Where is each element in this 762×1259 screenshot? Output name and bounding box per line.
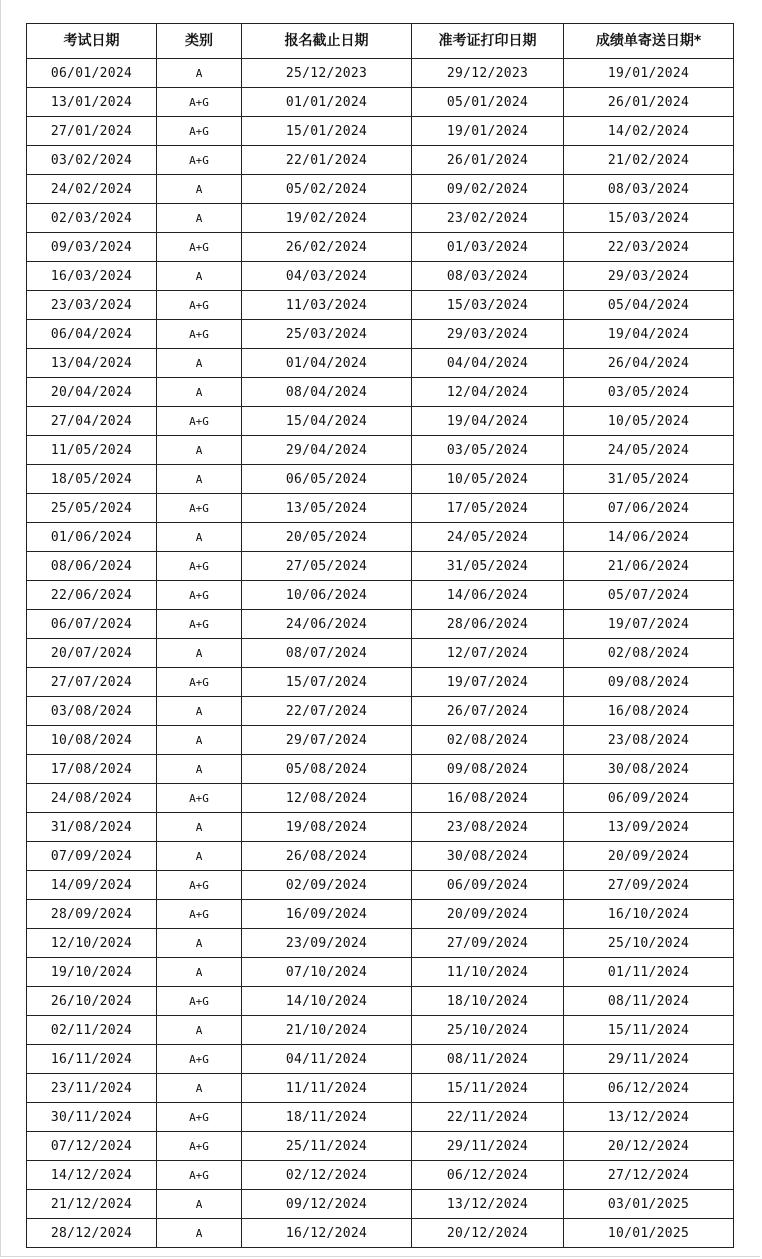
score-mail-date-cell: 15/03/2024 bbox=[564, 204, 734, 233]
table-row bbox=[27, 1132, 734, 1161]
exam-date-cell: 21/12/2024 bbox=[27, 1190, 157, 1219]
table-row bbox=[27, 88, 734, 117]
table-row bbox=[27, 175, 734, 204]
table-row bbox=[27, 784, 734, 813]
table-row bbox=[27, 958, 734, 987]
exam-schedule-table bbox=[26, 23, 734, 1248]
registration-deadline-cell: 29/07/2024 bbox=[242, 726, 412, 755]
exam-date-cell: 12/10/2024 bbox=[27, 929, 157, 958]
table-row bbox=[27, 407, 734, 436]
ticket-print-date-cell: 29/12/2023 bbox=[412, 59, 564, 88]
exam-date-cell: 06/04/2024 bbox=[27, 320, 157, 349]
exam-date-cell: 14/09/2024 bbox=[27, 871, 157, 900]
exam-date-cell: 23/03/2024 bbox=[27, 291, 157, 320]
exam-date-cell: 24/08/2024 bbox=[27, 784, 157, 813]
category-cell: A+G bbox=[157, 1103, 242, 1132]
score-mail-date-cell: 08/11/2024 bbox=[564, 987, 734, 1016]
table-row bbox=[27, 842, 734, 871]
ticket-print-date-cell: 10/05/2024 bbox=[412, 465, 564, 494]
exam-date-cell: 27/04/2024 bbox=[27, 407, 157, 436]
exam-date-cell: 06/07/2024 bbox=[27, 610, 157, 639]
ticket-print-date-cell: 16/08/2024 bbox=[412, 784, 564, 813]
ticket-print-date-cell: 08/11/2024 bbox=[412, 1045, 564, 1074]
registration-deadline-cell: 15/01/2024 bbox=[242, 117, 412, 146]
registration-deadline-cell: 25/11/2024 bbox=[242, 1132, 412, 1161]
exam-date-cell: 31/08/2024 bbox=[27, 813, 157, 842]
score-mail-date-cell: 20/09/2024 bbox=[564, 842, 734, 871]
table-header bbox=[27, 24, 734, 59]
category-cell: A+G bbox=[157, 146, 242, 175]
table-row bbox=[27, 581, 734, 610]
header-exam-date: 考试日期 bbox=[27, 24, 157, 59]
score-mail-date-cell: 31/05/2024 bbox=[564, 465, 734, 494]
ticket-print-date-cell: 30/08/2024 bbox=[412, 842, 564, 871]
score-mail-date-cell: 15/11/2024 bbox=[564, 1016, 734, 1045]
category-cell: A bbox=[157, 1190, 242, 1219]
ticket-print-date-cell: 29/03/2024 bbox=[412, 320, 564, 349]
score-mail-date-cell: 03/05/2024 bbox=[564, 378, 734, 407]
category-cell: A+G bbox=[157, 291, 242, 320]
ticket-print-date-cell: 19/04/2024 bbox=[412, 407, 564, 436]
table-row bbox=[27, 1016, 734, 1045]
exam-date-cell: 25/05/2024 bbox=[27, 494, 157, 523]
table-row bbox=[27, 291, 734, 320]
score-mail-date-cell: 07/06/2024 bbox=[564, 494, 734, 523]
exam-date-cell: 27/07/2024 bbox=[27, 668, 157, 697]
category-cell: A bbox=[157, 842, 242, 871]
category-cell: A+G bbox=[157, 900, 242, 929]
ticket-print-date-cell: 06/09/2024 bbox=[412, 871, 564, 900]
registration-deadline-cell: 26/08/2024 bbox=[242, 842, 412, 871]
ticket-print-date-cell: 03/05/2024 bbox=[412, 436, 564, 465]
registration-deadline-cell: 02/09/2024 bbox=[242, 871, 412, 900]
table-row bbox=[27, 494, 734, 523]
registration-deadline-cell: 12/08/2024 bbox=[242, 784, 412, 813]
category-cell: A bbox=[157, 378, 242, 407]
score-mail-date-cell: 16/08/2024 bbox=[564, 697, 734, 726]
ticket-print-date-cell: 12/04/2024 bbox=[412, 378, 564, 407]
score-mail-date-cell: 30/08/2024 bbox=[564, 755, 734, 784]
score-mail-date-cell: 14/02/2024 bbox=[564, 117, 734, 146]
table-row bbox=[27, 59, 734, 88]
header-score-report-mail-date: 成绩单寄送日期* bbox=[564, 24, 734, 59]
ticket-print-date-cell: 11/10/2024 bbox=[412, 958, 564, 987]
ticket-print-date-cell: 02/08/2024 bbox=[412, 726, 564, 755]
category-cell: A+G bbox=[157, 668, 242, 697]
ticket-print-date-cell: 28/06/2024 bbox=[412, 610, 564, 639]
exam-date-cell: 14/12/2024 bbox=[27, 1161, 157, 1190]
registration-deadline-cell: 06/05/2024 bbox=[242, 465, 412, 494]
registration-deadline-cell: 26/02/2024 bbox=[242, 233, 412, 262]
score-mail-date-cell: 20/12/2024 bbox=[564, 1132, 734, 1161]
table-row bbox=[27, 987, 734, 1016]
registration-deadline-cell: 24/06/2024 bbox=[242, 610, 412, 639]
score-mail-date-cell: 14/06/2024 bbox=[564, 523, 734, 552]
exam-date-cell: 11/05/2024 bbox=[27, 436, 157, 465]
header-admission-ticket-print-date: 准考证打印日期 bbox=[412, 24, 564, 59]
table-row bbox=[27, 523, 734, 552]
registration-deadline-cell: 08/04/2024 bbox=[242, 378, 412, 407]
exam-date-cell: 20/07/2024 bbox=[27, 639, 157, 668]
category-cell: A+G bbox=[157, 552, 242, 581]
ticket-print-date-cell: 09/08/2024 bbox=[412, 755, 564, 784]
score-mail-date-cell: 24/05/2024 bbox=[564, 436, 734, 465]
registration-deadline-cell: 18/11/2024 bbox=[242, 1103, 412, 1132]
category-cell: A+G bbox=[157, 1045, 242, 1074]
ticket-print-date-cell: 22/11/2024 bbox=[412, 1103, 564, 1132]
score-mail-date-cell: 16/10/2024 bbox=[564, 900, 734, 929]
score-mail-date-cell: 22/03/2024 bbox=[564, 233, 734, 262]
score-mail-date-cell: 06/09/2024 bbox=[564, 784, 734, 813]
table-row bbox=[27, 552, 734, 581]
exam-date-cell: 13/01/2024 bbox=[27, 88, 157, 117]
exam-date-cell: 20/04/2024 bbox=[27, 378, 157, 407]
registration-deadline-cell: 11/11/2024 bbox=[242, 1074, 412, 1103]
exam-date-cell: 02/03/2024 bbox=[27, 204, 157, 233]
table-row bbox=[27, 610, 734, 639]
ticket-print-date-cell: 24/05/2024 bbox=[412, 523, 564, 552]
exam-date-cell: 01/06/2024 bbox=[27, 523, 157, 552]
registration-deadline-cell: 10/06/2024 bbox=[242, 581, 412, 610]
registration-deadline-cell: 25/12/2023 bbox=[242, 59, 412, 88]
ticket-print-date-cell: 14/06/2024 bbox=[412, 581, 564, 610]
category-cell: A+G bbox=[157, 233, 242, 262]
registration-deadline-cell: 11/03/2024 bbox=[242, 291, 412, 320]
registration-deadline-cell: 05/02/2024 bbox=[242, 175, 412, 204]
exam-date-cell: 03/02/2024 bbox=[27, 146, 157, 175]
score-mail-date-cell: 01/11/2024 bbox=[564, 958, 734, 987]
category-cell: A+G bbox=[157, 117, 242, 146]
exam-date-cell: 19/10/2024 bbox=[27, 958, 157, 987]
score-mail-date-cell: 13/09/2024 bbox=[564, 813, 734, 842]
score-mail-date-cell: 23/08/2024 bbox=[564, 726, 734, 755]
ticket-print-date-cell: 18/10/2024 bbox=[412, 987, 564, 1016]
score-mail-date-cell: 27/09/2024 bbox=[564, 871, 734, 900]
score-mail-date-cell: 26/04/2024 bbox=[564, 349, 734, 378]
score-mail-date-cell: 02/08/2024 bbox=[564, 639, 734, 668]
table-row bbox=[27, 871, 734, 900]
header-category: 类别 bbox=[157, 24, 242, 59]
ticket-print-date-cell: 27/09/2024 bbox=[412, 929, 564, 958]
ticket-print-date-cell: 23/02/2024 bbox=[412, 204, 564, 233]
registration-deadline-cell: 01/01/2024 bbox=[242, 88, 412, 117]
score-mail-date-cell: 26/01/2024 bbox=[564, 88, 734, 117]
registration-deadline-cell: 25/03/2024 bbox=[242, 320, 412, 349]
table-row bbox=[27, 436, 734, 465]
exam-date-cell: 08/06/2024 bbox=[27, 552, 157, 581]
exam-date-cell: 22/06/2024 bbox=[27, 581, 157, 610]
ticket-print-date-cell: 26/01/2024 bbox=[412, 146, 564, 175]
exam-date-cell: 09/03/2024 bbox=[27, 233, 157, 262]
table-row bbox=[27, 726, 734, 755]
ticket-print-date-cell: 04/04/2024 bbox=[412, 349, 564, 378]
registration-deadline-cell: 15/07/2024 bbox=[242, 668, 412, 697]
category-cell: A bbox=[157, 813, 242, 842]
score-mail-date-cell: 06/12/2024 bbox=[564, 1074, 734, 1103]
category-cell: A+G bbox=[157, 494, 242, 523]
registration-deadline-cell: 05/08/2024 bbox=[242, 755, 412, 784]
score-mail-date-cell: 05/07/2024 bbox=[564, 581, 734, 610]
registration-deadline-cell: 22/07/2024 bbox=[242, 697, 412, 726]
score-mail-date-cell: 19/07/2024 bbox=[564, 610, 734, 639]
registration-deadline-cell: 16/12/2024 bbox=[242, 1219, 412, 1248]
table-row bbox=[27, 929, 734, 958]
table-row bbox=[27, 813, 734, 842]
category-cell: A bbox=[157, 726, 242, 755]
table-row bbox=[27, 465, 734, 494]
registration-deadline-cell: 22/01/2024 bbox=[242, 146, 412, 175]
category-cell: A bbox=[157, 465, 242, 494]
category-cell: A+G bbox=[157, 1132, 242, 1161]
category-cell: A bbox=[157, 958, 242, 987]
exam-date-cell: 16/11/2024 bbox=[27, 1045, 157, 1074]
category-cell: A bbox=[157, 1074, 242, 1103]
registration-deadline-cell: 02/12/2024 bbox=[242, 1161, 412, 1190]
ticket-print-date-cell: 13/12/2024 bbox=[412, 1190, 564, 1219]
category-cell: A+G bbox=[157, 581, 242, 610]
table-row bbox=[27, 639, 734, 668]
score-mail-date-cell: 10/05/2024 bbox=[564, 407, 734, 436]
score-mail-date-cell: 09/08/2024 bbox=[564, 668, 734, 697]
score-mail-date-cell: 13/12/2024 bbox=[564, 1103, 734, 1132]
ticket-print-date-cell: 01/03/2024 bbox=[412, 233, 564, 262]
score-mail-date-cell: 21/06/2024 bbox=[564, 552, 734, 581]
registration-deadline-cell: 04/03/2024 bbox=[242, 262, 412, 291]
score-mail-date-cell: 10/01/2025 bbox=[564, 1219, 734, 1248]
table-row bbox=[27, 1161, 734, 1190]
registration-deadline-cell: 08/07/2024 bbox=[242, 639, 412, 668]
registration-deadline-cell: 23/09/2024 bbox=[242, 929, 412, 958]
exam-date-cell: 24/02/2024 bbox=[27, 175, 157, 204]
table-row bbox=[27, 320, 734, 349]
ticket-print-date-cell: 05/01/2024 bbox=[412, 88, 564, 117]
category-cell: A bbox=[157, 697, 242, 726]
registration-deadline-cell: 21/10/2024 bbox=[242, 1016, 412, 1045]
category-cell: A bbox=[157, 59, 242, 88]
registration-deadline-cell: 04/11/2024 bbox=[242, 1045, 412, 1074]
ticket-print-date-cell: 09/02/2024 bbox=[412, 175, 564, 204]
registration-deadline-cell: 15/04/2024 bbox=[242, 407, 412, 436]
ticket-print-date-cell: 06/12/2024 bbox=[412, 1161, 564, 1190]
exam-date-cell: 23/11/2024 bbox=[27, 1074, 157, 1103]
registration-deadline-cell: 19/02/2024 bbox=[242, 204, 412, 233]
category-cell: A bbox=[157, 1219, 242, 1248]
score-mail-date-cell: 19/01/2024 bbox=[564, 59, 734, 88]
score-mail-date-cell: 08/03/2024 bbox=[564, 175, 734, 204]
exam-date-cell: 27/01/2024 bbox=[27, 117, 157, 146]
table-row bbox=[27, 1045, 734, 1074]
category-cell: A bbox=[157, 204, 242, 233]
ticket-print-date-cell: 31/05/2024 bbox=[412, 552, 564, 581]
category-cell: A+G bbox=[157, 1161, 242, 1190]
ticket-print-date-cell: 20/12/2024 bbox=[412, 1219, 564, 1248]
category-cell: A+G bbox=[157, 407, 242, 436]
ticket-print-date-cell: 19/01/2024 bbox=[412, 117, 564, 146]
category-cell: A bbox=[157, 436, 242, 465]
ticket-print-date-cell: 15/11/2024 bbox=[412, 1074, 564, 1103]
ticket-print-date-cell: 26/07/2024 bbox=[412, 697, 564, 726]
ticket-print-date-cell: 20/09/2024 bbox=[412, 900, 564, 929]
category-cell: A bbox=[157, 1016, 242, 1045]
exam-date-cell: 28/12/2024 bbox=[27, 1219, 157, 1248]
exam-date-cell: 03/08/2024 bbox=[27, 697, 157, 726]
category-cell: A bbox=[157, 755, 242, 784]
registration-deadline-cell: 01/04/2024 bbox=[242, 349, 412, 378]
exam-date-cell: 10/08/2024 bbox=[27, 726, 157, 755]
table-row bbox=[27, 1219, 734, 1248]
ticket-print-date-cell: 15/03/2024 bbox=[412, 291, 564, 320]
exam-date-cell: 17/08/2024 bbox=[27, 755, 157, 784]
exam-date-cell: 13/04/2024 bbox=[27, 349, 157, 378]
exam-date-cell: 26/10/2024 bbox=[27, 987, 157, 1016]
exam-date-cell: 30/11/2024 bbox=[27, 1103, 157, 1132]
exam-date-cell: 16/03/2024 bbox=[27, 262, 157, 291]
category-cell: A+G bbox=[157, 320, 242, 349]
table-row bbox=[27, 349, 734, 378]
registration-deadline-cell: 20/05/2024 bbox=[242, 523, 412, 552]
score-mail-date-cell: 29/03/2024 bbox=[564, 262, 734, 291]
table-row bbox=[27, 146, 734, 175]
ticket-print-date-cell: 08/03/2024 bbox=[412, 262, 564, 291]
ticket-print-date-cell: 12/07/2024 bbox=[412, 639, 564, 668]
exam-date-cell: 18/05/2024 bbox=[27, 465, 157, 494]
ticket-print-date-cell: 19/07/2024 bbox=[412, 668, 564, 697]
table-row bbox=[27, 668, 734, 697]
exam-date-cell: 07/09/2024 bbox=[27, 842, 157, 871]
table-row bbox=[27, 233, 734, 262]
table-row bbox=[27, 697, 734, 726]
category-cell: A+G bbox=[157, 784, 242, 813]
table-row bbox=[27, 117, 734, 146]
category-cell: A bbox=[157, 349, 242, 378]
ticket-print-date-cell: 29/11/2024 bbox=[412, 1132, 564, 1161]
category-cell: A bbox=[157, 639, 242, 668]
table-row bbox=[27, 1074, 734, 1103]
score-mail-date-cell: 05/04/2024 bbox=[564, 291, 734, 320]
table-row bbox=[27, 1190, 734, 1219]
category-cell: A bbox=[157, 523, 242, 552]
exam-date-cell: 28/09/2024 bbox=[27, 900, 157, 929]
table-row bbox=[27, 262, 734, 291]
table-row bbox=[27, 204, 734, 233]
category-cell: A+G bbox=[157, 610, 242, 639]
score-mail-date-cell: 27/12/2024 bbox=[564, 1161, 734, 1190]
score-mail-date-cell: 19/04/2024 bbox=[564, 320, 734, 349]
category-cell: A+G bbox=[157, 987, 242, 1016]
score-mail-date-cell: 29/11/2024 bbox=[564, 1045, 734, 1074]
table-body bbox=[27, 59, 734, 1248]
header-registration-deadline: 报名截止日期 bbox=[242, 24, 412, 59]
registration-deadline-cell: 27/05/2024 bbox=[242, 552, 412, 581]
score-mail-date-cell: 21/02/2024 bbox=[564, 146, 734, 175]
category-cell: A bbox=[157, 262, 242, 291]
ticket-print-date-cell: 17/05/2024 bbox=[412, 494, 564, 523]
registration-deadline-cell: 29/04/2024 bbox=[242, 436, 412, 465]
table-row bbox=[27, 755, 734, 784]
registration-deadline-cell: 07/10/2024 bbox=[242, 958, 412, 987]
exam-date-cell: 06/01/2024 bbox=[27, 59, 157, 88]
registration-deadline-cell: 14/10/2024 bbox=[242, 987, 412, 1016]
exam-date-cell: 07/12/2024 bbox=[27, 1132, 157, 1161]
registration-deadline-cell: 13/05/2024 bbox=[242, 494, 412, 523]
category-cell: A bbox=[157, 929, 242, 958]
category-cell: A+G bbox=[157, 88, 242, 117]
ticket-print-date-cell: 23/08/2024 bbox=[412, 813, 564, 842]
registration-deadline-cell: 19/08/2024 bbox=[242, 813, 412, 842]
category-cell: A+G bbox=[157, 871, 242, 900]
registration-deadline-cell: 16/09/2024 bbox=[242, 900, 412, 929]
exam-date-cell: 02/11/2024 bbox=[27, 1016, 157, 1045]
category-cell: A bbox=[157, 175, 242, 204]
ticket-print-date-cell: 25/10/2024 bbox=[412, 1016, 564, 1045]
score-mail-date-cell: 25/10/2024 bbox=[564, 929, 734, 958]
table-row bbox=[27, 1103, 734, 1132]
header-row bbox=[27, 24, 734, 59]
table-row bbox=[27, 378, 734, 407]
registration-deadline-cell: 09/12/2024 bbox=[242, 1190, 412, 1219]
score-mail-date-cell: 03/01/2025 bbox=[564, 1190, 734, 1219]
table-row bbox=[27, 900, 734, 929]
